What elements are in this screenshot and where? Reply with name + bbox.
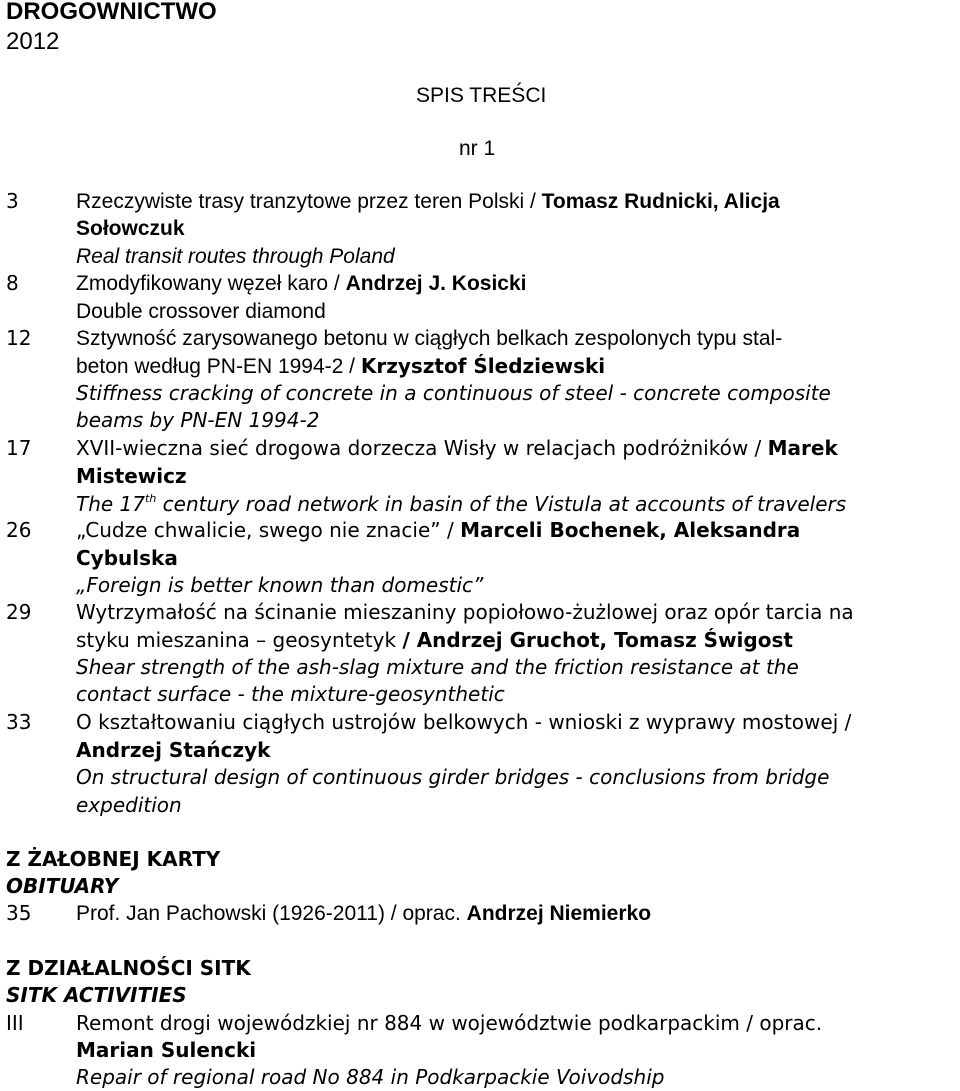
- article-title-en-cont: contact surface - the mixture-geosynthetic: [76, 682, 505, 706]
- article-title-en-cont: expedition: [76, 793, 182, 817]
- page-number: 17: [6, 436, 32, 460]
- section-heading-activities-en: SITK ACTIVITIES: [6, 983, 187, 1007]
- section-heading-obituary-en: OBITUARY: [6, 874, 119, 898]
- article-title-pl: Wytrzymałość na ścinanie mieszaniny popiołowo-żużlowej oraz opór tarcia na: [76, 600, 854, 624]
- page-number: 8: [6, 271, 19, 295]
- page-number: 12: [6, 326, 32, 350]
- article-authors: Andrzej Stańczyk: [76, 738, 271, 762]
- article-title-pl: XVII-wieczna sieć drogowa dorzecza Wisły w relacjach podróżników / Marek: [76, 436, 838, 460]
- toc-heading: SPIS TREŚCI: [416, 84, 547, 107]
- article-authors-cont: Mistewicz: [76, 464, 187, 488]
- article-title-en: The 17th century road network in basin of the Vistula at accounts of travelers: [76, 492, 847, 516]
- section-heading-activities-pl: Z DZIAŁALNOŚCI SITK: [6, 956, 251, 980]
- article-authors: Krzysztof Śledziewski: [360, 354, 606, 378]
- page-number: 26: [6, 518, 32, 542]
- issue-number: nr 1: [459, 137, 496, 160]
- page-number: III: [6, 1011, 24, 1035]
- article-title-pl: Sztywność zarysowanego betonu w ciągłych belkach zespolonych typu stal-: [76, 327, 783, 350]
- article-title-en: Stiffness cracking of concrete in a continuous of steel - concrete composite: [76, 381, 831, 405]
- journal-title: DROGOWNICTWO: [6, 0, 217, 25]
- journal-year: 2012: [6, 28, 60, 55]
- article-authors: Andrzej Niemierko: [466, 902, 652, 925]
- article-title-pl: Zmodyfikowany węzeł karo / Andrzej J. Kosicki: [76, 272, 527, 295]
- article-title-en: Shear strength of the ash-slag mixture and the friction resistance at the: [76, 655, 799, 679]
- article-title-en: „Foreign is better known than domestic”: [76, 573, 484, 597]
- obituary-text: Prof. Jan Pachowski (1926-2011) / oprac. Andrzej Niemierko: [76, 902, 652, 925]
- article-title-pl-cont: beton według PN-EN 1994-2 / Krzysztof Śledziewski: [76, 354, 606, 378]
- section-heading-obituary-pl: Z ŻAŁOBNEJ KARTY: [6, 847, 221, 871]
- article-title-en: Repair of regional road No 884 in Podkarpackie Voivodship: [76, 1065, 665, 1089]
- article-title-pl: O kształtowaniu ciągłych ustrojów belkowych - wnioski z wyprawy mostowej /: [76, 710, 852, 734]
- article-title-pl-cont: styku mieszanina – geosyntetyk / Andrzej Gruchot, Tomasz Świgost: [76, 628, 793, 652]
- article-authors: Marceli Bochenek, Aleksandra: [460, 518, 801, 542]
- article-authors: Marek: [767, 436, 838, 460]
- article-title-pl: „Cudze chwalicie, swego nie znacie” / Marceli Bochenek, Aleksandra: [76, 518, 801, 542]
- article-title-en: On structural design of continuous girder bridges - conclusions from bridge: [76, 765, 830, 789]
- article-title-pl: Rzeczywiste trasy tranzytowe przez teren Polski / Tomasz Rudnicki, Alicja: [76, 190, 780, 213]
- article-authors-cont: Cybulska: [76, 546, 178, 570]
- article-authors-cont: Sołowczuk: [76, 217, 185, 240]
- page-number: 29: [6, 600, 32, 624]
- article-title-en: Real transit routes through Poland: [76, 245, 395, 268]
- page-number: 33: [6, 710, 32, 734]
- article-authors: Tomasz Rudnicki, Alicja: [541, 190, 780, 213]
- article-title-pl: Remont drogi wojewódzkiej nr 884 w województwie podkarpackim / oprac.: [76, 1011, 823, 1035]
- article-authors: / Andrzej Gruchot, Tomasz Świgost: [402, 628, 793, 652]
- article-authors: Andrzej J. Kosicki: [345, 272, 527, 295]
- page-number: 35: [6, 901, 32, 925]
- article-title-en: Double crossover diamond: [76, 300, 326, 323]
- article-authors: Marian Sulencki: [76, 1038, 257, 1062]
- page-number: 3: [6, 189, 19, 213]
- article-title-en-cont: beams by PN-EN 1994-2: [76, 408, 320, 432]
